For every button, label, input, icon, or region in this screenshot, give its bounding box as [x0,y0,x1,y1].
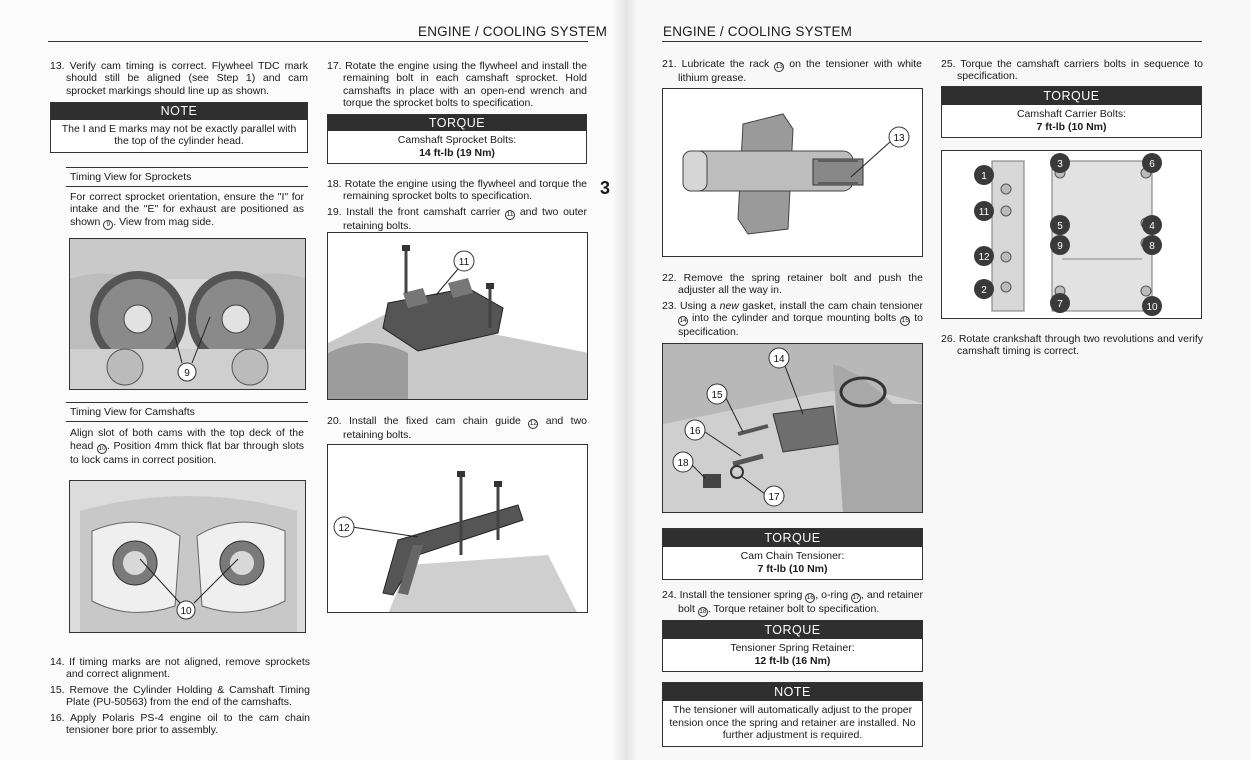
ref-13: 13 [775,63,783,70]
figure-camshaft-timing [69,480,306,633]
torque-box-2 [662,528,923,580]
column-2 [327,60,587,232]
figure-camshaft-carrier [327,232,588,400]
step-21-block [662,58,922,84]
step-17: 17. Rotate the engine using the flywheel and install the remaining bolt in each camshaft sprocket. Hold camshafts in place with an open-end wrench and torque the sprocket bolts to specification. [327,60,587,110]
seq-callout-1-label: 1 [981,171,987,182]
camshaft-heading: Timing View for Camshafts [66,402,308,422]
sprocket-heading: Timing View for Sprockets [66,167,308,187]
figure-sprocket-timing [69,238,306,390]
torque-text: Cam Chain Tensioner: 7 ft-lb (10 Nm) [740,550,845,575]
note-box-1 [50,102,308,152]
step-26: 26. Rotate crankshaft through two revolutions and verify camshaft timing is correct. [941,333,1203,358]
torque-box-4 [941,86,1202,138]
figure-tensioner-rack [662,88,923,257]
ref-12: 12 [529,420,537,427]
ref-15: 15 [901,317,909,325]
torque-title: TORQUE [663,529,922,547]
book-gutter [612,0,638,760]
step-21: 21. Lubricate the rack 13 on the tensioner with white lithium grease. [662,58,922,84]
note-title: NOTE [663,683,922,701]
callout-10-label: 10 [180,606,192,617]
callout-12-label: 12 [338,523,350,534]
callout-9-label: 9 [184,368,190,379]
torque-box-1 [327,114,587,164]
step-14: 14. If timing marks are not aligned, remove sprockets and correct alignment. [50,656,310,681]
header-left: ENGINE / COOLING SYSTEM [418,24,608,39]
figure-tensioner-install [662,343,923,513]
page-number: 3 [600,178,611,198]
step-25-block [941,58,1203,83]
seq-callout-8-label: 8 [1149,241,1155,252]
callout-15-label: 15 [711,390,723,401]
torque-text: Camshaft Sprocket Bolts: 14 ft-lb (19 Nm) [397,134,517,159]
ref-17: 17 [852,594,860,601]
step-24: 24. Install the tensioner spring 16, o-ring 17, and retainer bolt 18. Torque retainer bolt to specification. [662,589,924,615]
step-20-block [327,415,587,441]
torque-text: Camshaft Carrier Bolts: 7 ft-lb (10 Nm) [1016,108,1127,133]
step-20: 20. Install the fixed cam chain guide 12 and two retaining bolts. [327,415,588,441]
step-22: 22. Remove the spring retainer bolt and push the adjuster all the way in. [662,272,923,297]
seq-callout-2-label: 2 [981,285,987,296]
seq-callout-11-label: 11 [978,207,990,218]
ref-16: 16 [806,594,814,601]
callout-11-label: 11 [458,257,470,268]
callout-16-label: 16 [689,426,701,437]
ref-9: 9 [103,220,113,230]
header-left-rule [48,41,588,42]
step-16: 16. Apply Polaris PS-4 engine oil to the cam chain tensioner bore prior to assembly. [50,711,310,737]
ref-11: 11 [506,210,514,218]
step-24-block [662,589,923,617]
step-18: 18. Rotate the engine using the flywheel and torque the remaining sprocket bolts to specification. [327,178,587,203]
torque-box-3 [662,620,923,672]
torque-title: TORQUE [942,87,1201,105]
note-box-2 [662,682,923,747]
seq-callout-12-label: 12 [978,252,990,263]
seq-callout-5-label: 5 [1057,221,1063,232]
sprocket-text: For correct sprocket orientation, ensure the "I" for intake and the "E" for exhaust are positioned as shown 9 . View from mag side. [70,191,304,228]
column-1-bottom [50,656,310,736]
callout-17-label: 17 [768,492,780,503]
figure-chain-guide [327,444,588,613]
note-text: The I and E marks may not be exactly parallel with the top of the cylinder head. [61,122,297,148]
torque-title: TORQUE [663,621,922,639]
figure-bolt-sequence [941,150,1202,319]
step-23: 23. Using a new gasket, install the cam chain tensioner 14 into the cylinder and torque mounting bolts 15 to specification. [662,299,923,339]
ref-10: 10 [98,444,106,452]
step-26-block [941,333,1203,358]
callout-14-label: 14 [773,354,785,365]
note-title: NOTE [51,103,307,119]
callout-13-label: 13 [893,133,905,144]
step-19: 19. Install the front camshaft carrier 11 and two outer retaining bolts. [327,205,588,232]
camshaft-text: Align slot of both cams with the top deck of the head 10. Position 4mm thick flat bar through slots to lock cams in correct position. [70,427,305,466]
step-15: 15. Remove the Cylinder Holding & Camshaft Timing Plate (PU-50563) from the end of the camshafts. [50,683,310,709]
camshaft-section [66,402,308,466]
torque-title: TORQUE [328,115,586,131]
ref-14: 14 [679,317,687,325]
seq-callout-7-label: 7 [1057,299,1063,310]
column-1 [50,60,308,230]
steps-22-23 [662,272,923,339]
seq-callout-6-label: 6 [1149,159,1155,170]
seq-callout-4-label: 4 [1149,221,1155,232]
note-text: The tensioner will automatically adjust to the proper tension once the spring and retainer are installed. No further adjustment is required. [669,704,916,741]
callout-18-label: 18 [677,458,689,469]
step-25: 25. Torque the camshaft carriers bolts in sequence to specification. [941,58,1203,83]
header-right-rule [662,41,1202,42]
seq-callout-9-label: 9 [1057,241,1063,252]
torque-text: Tensioner Spring Retainer: 12 ft-lb (16 Nm) [730,642,855,667]
seq-callout-10-label: 10 [1146,302,1158,313]
header-right: ENGINE / COOLING SYSTEM [663,24,853,39]
seq-callout-3-label: 3 [1057,159,1063,170]
ref-18: 18 [699,608,707,615]
step-13: 13. Verify cam timing is correct. Flywheel TDC mark should still be aligned (see Step 1) and cam sprocket markings should line up as shown. [50,60,308,97]
